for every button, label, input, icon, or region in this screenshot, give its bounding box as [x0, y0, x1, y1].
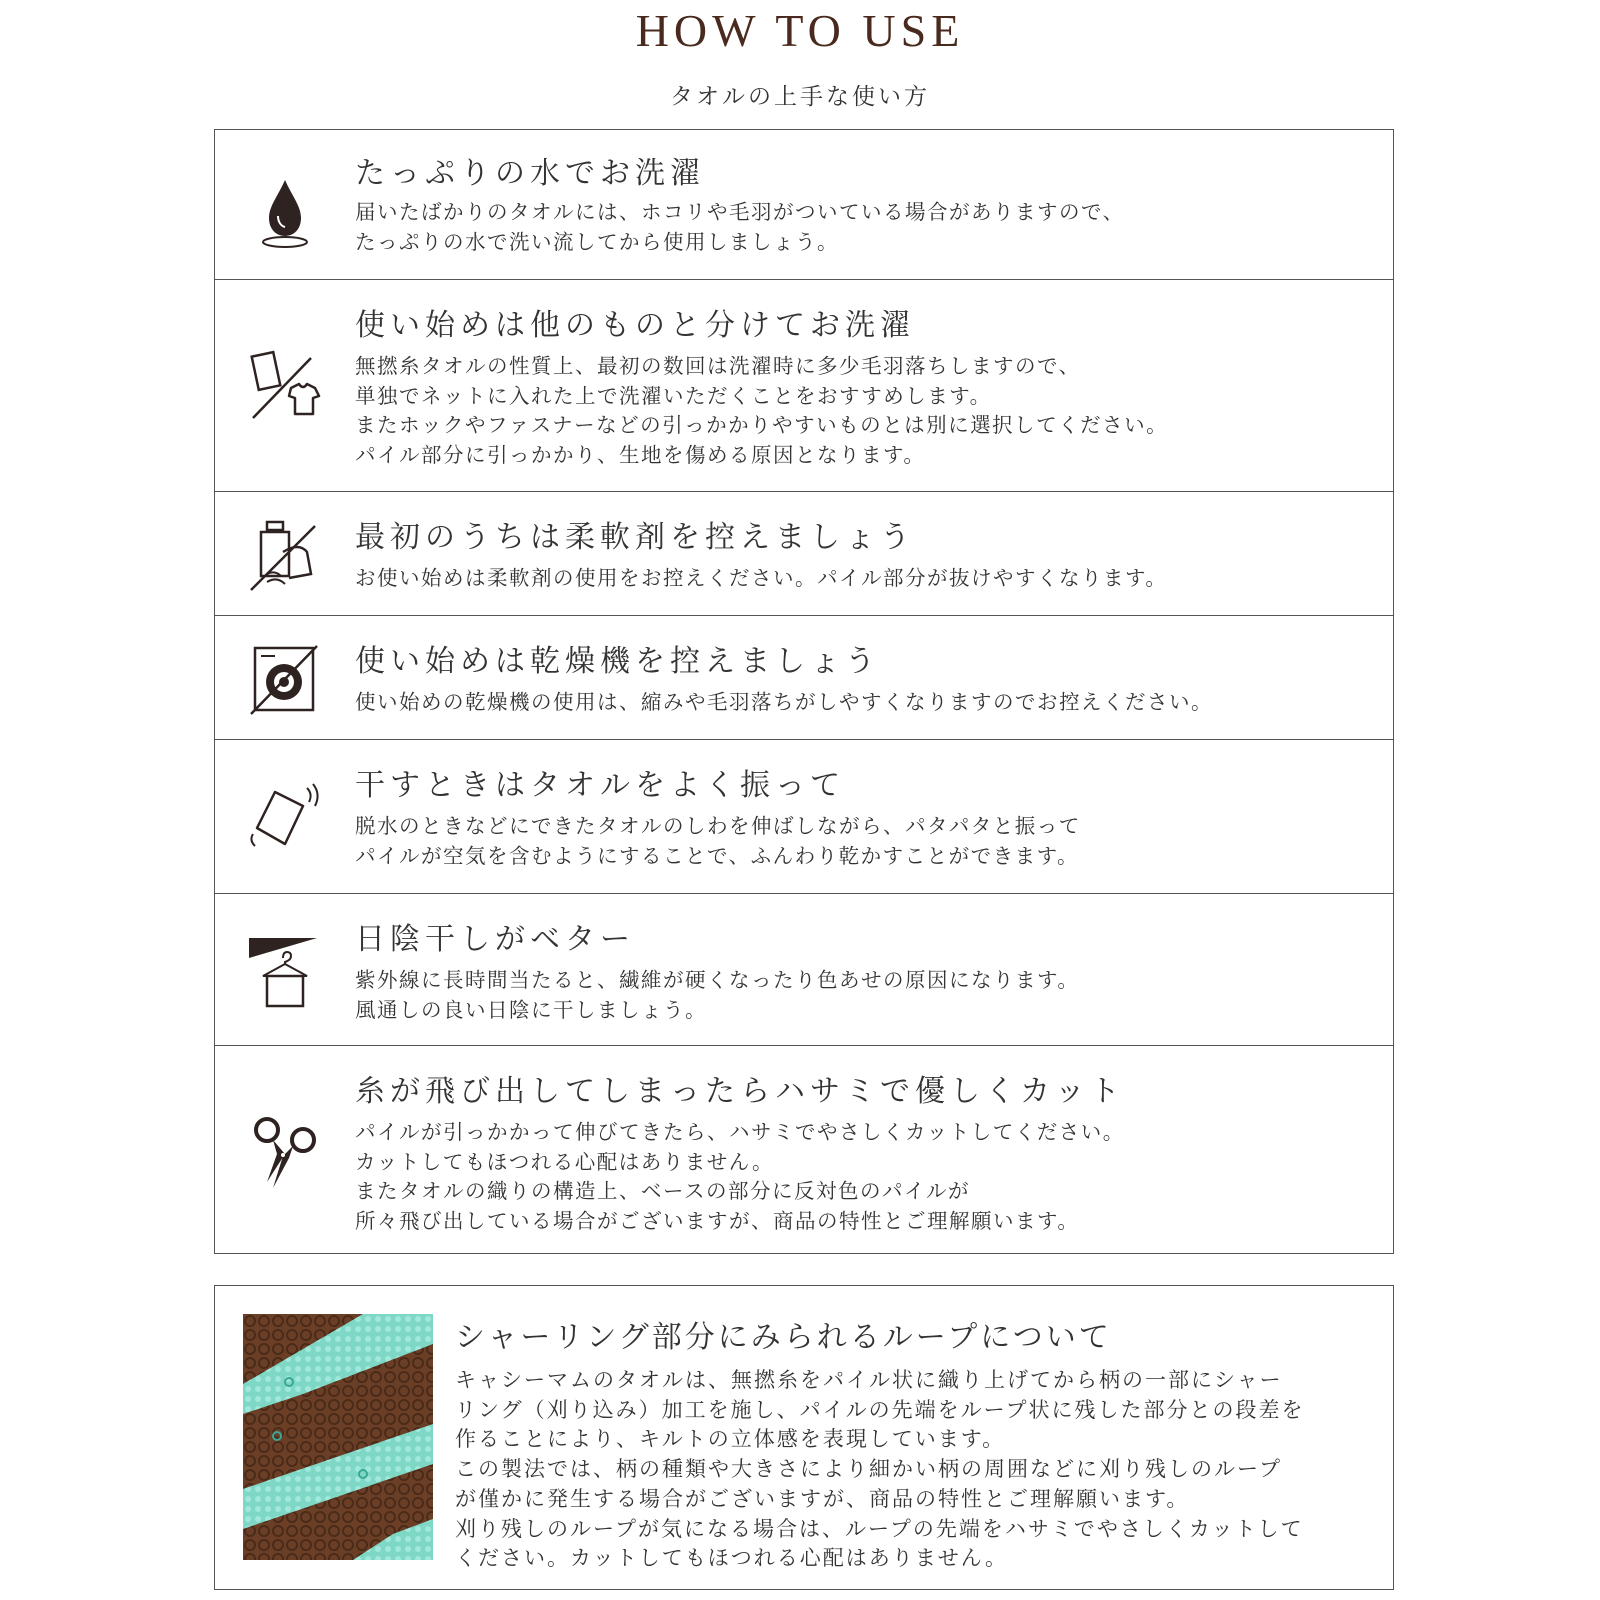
step-row-shake — [215, 740, 1393, 894]
step-line: 所々飛び出している場合がございますが、商品の特性とご理解願います。 — [355, 1208, 1080, 1233]
note-line: この製法では、柄の種類や大きさにより細かい柄の周囲などに刈り残しのループ — [455, 1457, 1282, 1482]
note-line: が僅かに発生する場合がございますが、商品の特性とご理解願います。 — [455, 1486, 1190, 1511]
shake-towel-icon — [245, 778, 325, 858]
step-line: パイルが引っかかって伸びてきたら、ハサミでやさしくカットしてください。 — [355, 1120, 1125, 1144]
step-title: 使い始めは乾燥機を控えましょう — [355, 644, 880, 679]
water-drop-icon — [245, 172, 325, 252]
step-line: またタオルの織りの構造上、ベースの部分に反対色のパイルが — [355, 1179, 970, 1203]
step-description — [355, 564, 1167, 594]
no-softener-icon — [245, 516, 325, 596]
step-description — [355, 688, 1213, 718]
step-description — [355, 966, 1079, 1025]
note-line: ください。カットしてもほつれる心配はありません。 — [455, 1546, 1009, 1571]
step-row-dryer — [215, 616, 1393, 740]
step-title: たっぷりの水でお洗濯 — [355, 156, 705, 191]
page-title: HOW TO USE — [635, 5, 965, 56]
step-title: 糸が飛び出してしまったらハサミで優しくカット — [355, 1074, 1125, 1109]
usage-steps-table — [214, 129, 1394, 1254]
note-line: 作ることにより、キルトの立体感を表現しています。 — [455, 1427, 1006, 1452]
shade-dry-icon — [245, 932, 325, 1012]
towel-texture-photo — [243, 1314, 433, 1560]
note-line: 刈り残しのループが気になる場合は、ループの先端をハサミでやさしくカットして — [455, 1516, 1304, 1541]
step-line: お使い始めは柔軟剤の使用をお控えください。パイル部分が抜けやすくなります。 — [355, 566, 1168, 590]
no-dryer-icon — [245, 640, 325, 720]
separate-wash-icon — [245, 346, 325, 426]
step-line: パイル部分に引っかかり、生地を傷める原因となります。 — [355, 442, 926, 467]
step-row-separate-wash — [215, 280, 1393, 492]
step-title: 最初のうちは柔軟剤を控えましょう — [355, 520, 915, 555]
step-description — [355, 352, 1168, 470]
step-line: パイルが空気を含むようにすることで、ふんわり乾かすことができます。 — [355, 843, 1079, 868]
step-title: 日陰干しがベター — [355, 922, 635, 957]
step-line: 風通しの良い日陰に干しましょう。 — [355, 997, 707, 1022]
step-line: 脱水のときなどにできたタオルのしわを伸ばしながら、パタパタと振って — [355, 814, 1081, 838]
scissors-icon — [245, 1110, 325, 1190]
note-description — [455, 1366, 1305, 1574]
step-line: 単独でネットに入れた上で洗濯いただくことをおすすめします。 — [355, 383, 992, 408]
step-line: カットしてもほつれる心配はありません。 — [355, 1149, 775, 1174]
page-subtitle: タオルの上手な使い方 — [670, 84, 930, 110]
step-row-softener — [215, 492, 1393, 616]
step-line: 使い始めの乾燥機の使用は、縮みや毛羽落ちがしやすくなりますのでお控えください。 — [355, 690, 1213, 714]
shearing-loop-note — [214, 1285, 1394, 1590]
step-description — [355, 198, 1125, 257]
step-line: 紫外線に長時間当たると、繊維が硬くなったり色あせの原因になります。 — [355, 968, 1080, 992]
step-description — [355, 812, 1081, 871]
step-line: またホックやファスナーなどの引っかかりやすいものとは別に選択してください。 — [355, 413, 1169, 437]
step-description — [355, 1118, 1125, 1236]
step-row-scissors — [215, 1046, 1393, 1253]
step-line: 届いたばかりのタオルには、ホコリや毛羽がついている場合がありますので、 — [355, 200, 1125, 224]
step-title: 使い始めは他のものと分けてお洗濯 — [355, 308, 915, 343]
note-title: シャーリング部分にみられるループについて — [455, 1320, 1112, 1355]
step-row-water — [215, 130, 1393, 280]
step-title: 干すときはタオルをよく振って — [355, 768, 845, 803]
step-row-shade — [215, 894, 1393, 1046]
step-line: たっぷりの水で洗い流してから使用しましょう。 — [355, 229, 839, 254]
note-line: リング（刈り込み）加工を施し、パイルの先端をループ状に残した部分との段差を — [455, 1397, 1305, 1422]
note-line: キャシーマムのタオルは、無撚糸をパイル状に織り上げてから柄の一部にシャー — [455, 1368, 1283, 1392]
step-line: 無撚糸タオルの性質上、最初の数回は洗濯時に多少毛羽落ちしますので、 — [355, 354, 1081, 378]
